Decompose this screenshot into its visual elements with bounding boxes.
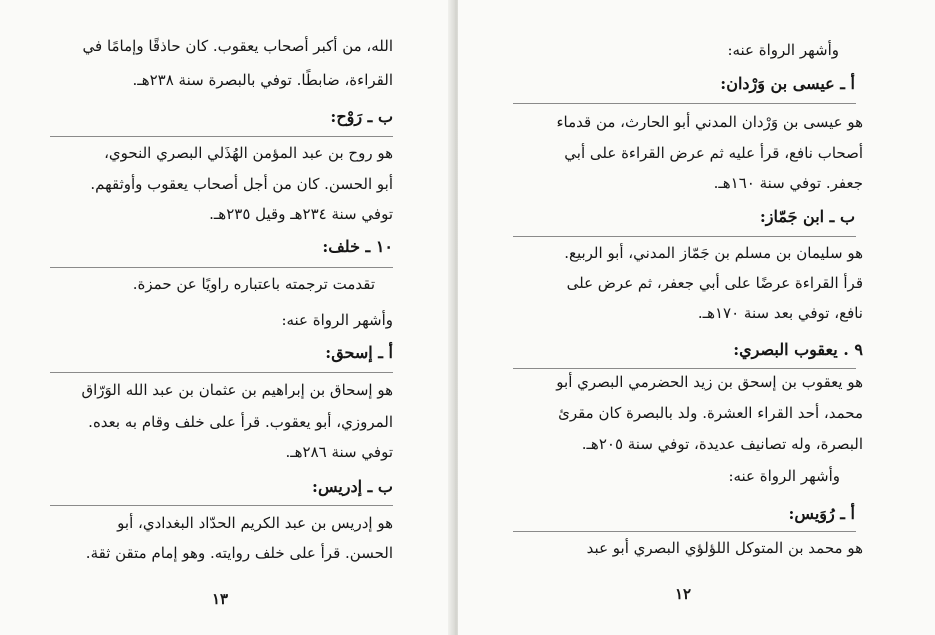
heading-divider bbox=[50, 505, 393, 506]
heading-divider bbox=[50, 267, 393, 268]
section-heading: أ ـ عيسى بن وَرْدان: bbox=[720, 74, 855, 93]
page-number: ١٢ bbox=[674, 585, 692, 603]
section-heading: أ ـ رُوَيس: bbox=[788, 504, 855, 523]
text-line: قرأ القراءة عرضًا على أبي جعفر، ثم عرض على bbox=[566, 274, 863, 292]
text-line: وأشهر الرواة عنه: bbox=[728, 467, 840, 485]
text-line: وأشهر الرواة عنه: bbox=[281, 311, 393, 329]
heading-divider bbox=[50, 136, 393, 137]
text-line: أبو الحسن. كان من أجل أصحاب يعقوب وأوثقهم. bbox=[90, 175, 393, 193]
text-line: وأشهر الرواة عنه: bbox=[727, 41, 839, 59]
text-line: المروزي، أبو يعقوب. قرأ على خلف وقام به بعده. bbox=[88, 413, 393, 431]
text-line: هو يعقوب بن إسحق بن زيد الحضرمي البصري أبو bbox=[556, 373, 863, 391]
text-line: جعفر. توفي سنة ١٦٠هـ. bbox=[713, 174, 863, 192]
right-page bbox=[458, 0, 935, 635]
text-line: هو سليمان بن مسلم بن جَمّاز المدني، أبو الربيع. bbox=[564, 244, 863, 262]
section-heading: أ ـ إسحق: bbox=[325, 343, 393, 362]
text-line: هو عيسى بن وَرْدان المدني أبو الحارث، من قدماء bbox=[556, 113, 863, 131]
text-line: هو إدريس بن عبد الكريم الحدّاد البغدادي، أبو bbox=[117, 514, 393, 532]
text-line: الحسن. قرأ على خلف روايته. وهو إمام متقن ثقة. bbox=[85, 544, 393, 562]
heading-divider bbox=[50, 372, 393, 373]
heading-divider bbox=[513, 103, 856, 104]
text-line: الله، من أكبر أصحاب يعقوب. كان حاذقًا وإمامًا في bbox=[82, 37, 393, 55]
section-heading: ب ـ رَوْح: bbox=[330, 107, 393, 126]
text-line: هو محمد بن المتوكل اللؤلؤي البصري أبو عبد bbox=[586, 539, 863, 557]
text-line: البصرة، وله تصانيف عديدة، توفي سنة ٢٠٥هـ. bbox=[581, 435, 863, 453]
text-line: توفي سنة ٢٣٤هـ وقيل ٢٣٥هـ. bbox=[209, 205, 393, 223]
section-heading: ١٠ ـ خلف: bbox=[322, 237, 393, 256]
section-heading: ب ـ ابن جَمّاز: bbox=[759, 207, 855, 226]
text-line: القراءة، ضابطًا. توفي بالبصرة سنة ٢٣٨هـ. bbox=[132, 71, 393, 89]
text-line: نافع، توفي بعد سنة ١٧٠هـ. bbox=[697, 304, 863, 322]
heading-divider bbox=[513, 531, 856, 532]
heading-divider bbox=[513, 368, 856, 369]
section-heading: ب ـ إدريس: bbox=[312, 477, 393, 496]
page-number: ١٣ bbox=[211, 590, 229, 608]
text-line: هو إسحاق بن إبراهيم بن عثمان بن عبد الله الوَرّاق bbox=[81, 381, 393, 399]
text-line: تقدمت ترجمته باعتباره راويًا عن حمزة. bbox=[132, 275, 375, 293]
text-line: هو روح بن عبد المؤمن الهُذَلي البصري النحوي، bbox=[104, 144, 393, 162]
left-page bbox=[0, 0, 455, 635]
text-line: أصحاب نافع، قرأ عليه ثم عرض القراءة على أبي bbox=[564, 144, 863, 162]
text-line: محمد، أحد القراء العشرة. ولد بالبصرة كان مقرئ bbox=[558, 404, 863, 422]
section-heading: ٩ . يعقوب البصري: bbox=[733, 340, 863, 359]
text-line: توفي سنة ٢٨٦هـ. bbox=[285, 443, 393, 461]
heading-divider bbox=[513, 236, 856, 237]
